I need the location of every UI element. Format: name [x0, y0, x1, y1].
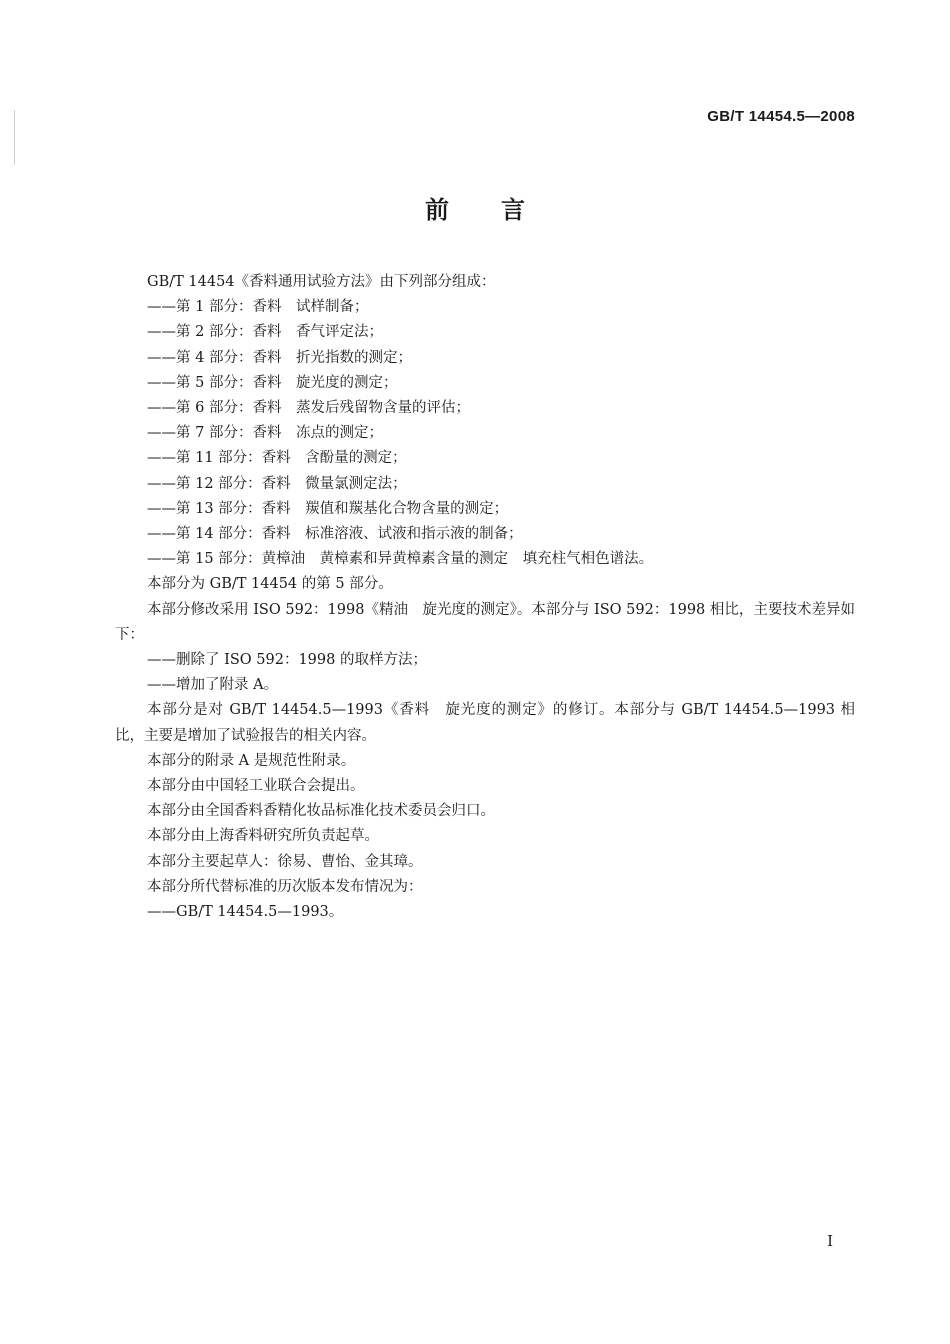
list-item-history-1: ——GB/T 14454.5—1993。 — [147, 904, 344, 921]
page-title: 前言 — [425, 196, 577, 224]
list-item-part-4: ——第 4 部分：香料 折光指数的测定； — [147, 349, 412, 366]
list-item-part-13: ——第 13 部分：香料 羰值和羰基化合物含量的测定； — [147, 500, 509, 517]
paragraph-committee: 本部分由全国香料香精化妆品标准化技术委员会归口。 — [147, 803, 495, 820]
paragraph-intro: GB/T 14454《香料通用试验方法》由下列部分组成： — [147, 274, 496, 290]
list-item-part-15: ——第 15 部分：黄樟油 黄樟素和异黄樟素含量的测定 填充柱气相色谱法。 — [147, 551, 654, 568]
page-number: I — [827, 1232, 833, 1250]
list-item-part-14: ——第 14 部分：香料 标准溶液、试液和指示液的制备； — [147, 526, 523, 543]
paragraph-revision: 本部分是对 GB/T 14454.5—1993《香料 旋光度的测定》的修订。本部分与 GB/T 14454.5—1993 相比，主要是增加了试验报告的相关内容。 — [115, 702, 855, 744]
list-item-difference-2: ——增加了附录 A。 — [147, 677, 279, 694]
paragraph-drafters: 本部分主要起草人：徐易、曹怡、金其璋。 — [147, 853, 423, 870]
paragraph-iso-adoption: 本部分修改采用 ISO 592：1998《精油 旋光度的测定》。本部分与 ISO 592：1998 相比，主要技术差异如下： — [115, 601, 855, 643]
list-item-part-7: ——第 7 部分：香料 冻点的测定； — [147, 425, 383, 442]
list-item-difference-1: ——删除了 ISO 592：1998 的取样方法； — [147, 652, 427, 669]
body-text — [115, 270, 855, 925]
paragraph-part-statement: 本部分为 GB/T 14454 的第 5 部分。 — [147, 576, 393, 593]
list-item-part-6: ——第 6 部分：香料 蒸发后残留物含量的评估； — [147, 400, 470, 417]
list-item-part-2: ——第 2 部分：香料 香气评定法； — [147, 324, 383, 341]
paragraph-drafting-unit: 本部分由上海香料研究所负责起草。 — [147, 828, 379, 845]
paragraph-annex: 本部分的附录 A 是规范性附录。 — [147, 752, 356, 769]
paragraph-history-intro: 本部分所代替标准的历次版本发布情况为： — [147, 878, 423, 895]
paragraph-proposer: 本部分由中国轻工业联合会提出。 — [147, 778, 365, 795]
standard-code: GB/T 14454.5—2008 — [707, 108, 855, 125]
list-item-part-5: ——第 5 部分：香料 旋光度的测定； — [147, 374, 398, 391]
list-item-part-1: ——第 1 部分：香料 试样制备； — [147, 299, 369, 316]
scan-edge-mark — [14, 110, 15, 165]
list-item-part-11: ——第 11 部分：香料 含酚量的测定； — [147, 450, 407, 467]
list-item-part-12: ——第 12 部分：香料 微量氯测定法； — [147, 475, 407, 492]
